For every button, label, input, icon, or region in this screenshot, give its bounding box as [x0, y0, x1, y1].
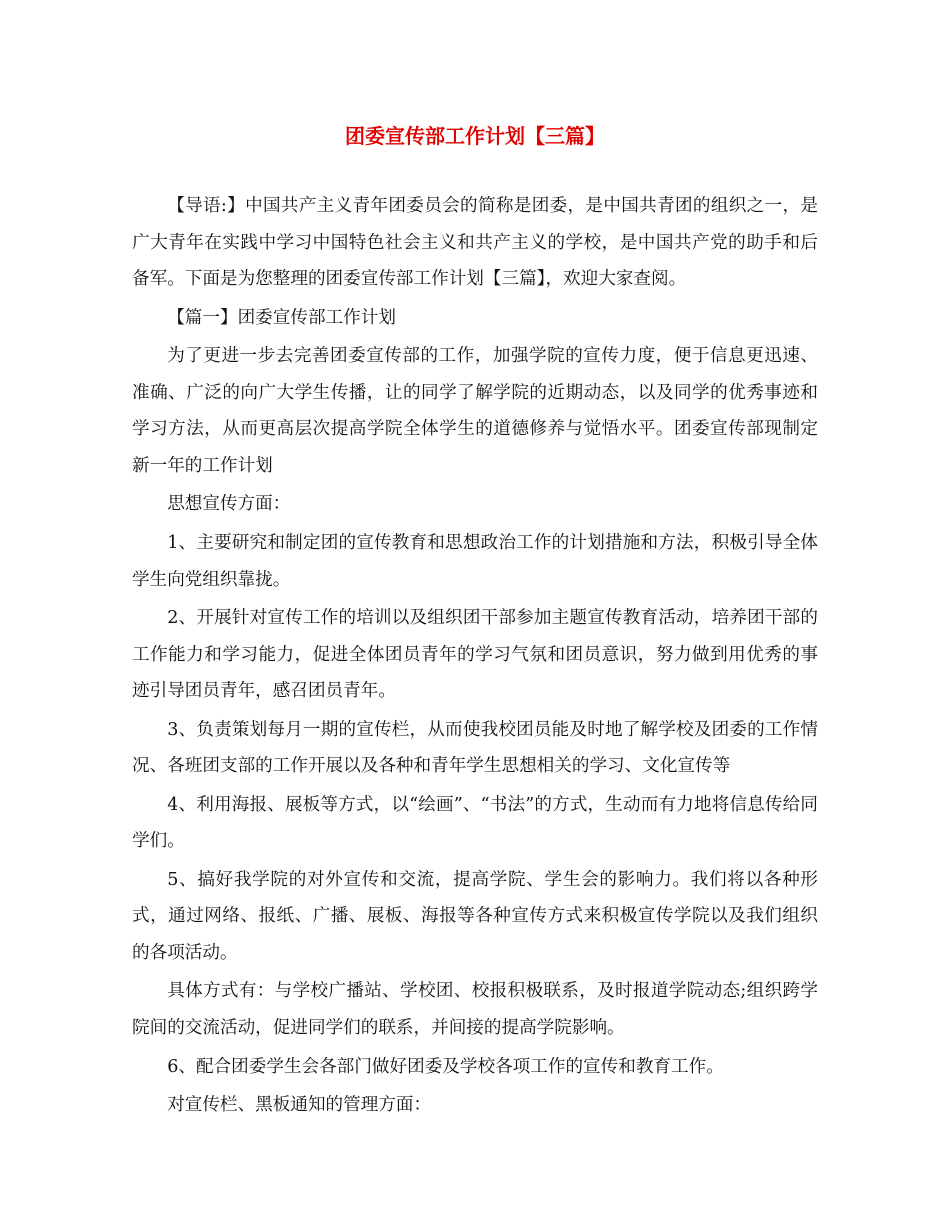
list-item-6: 6、配合团委学生会各部门做好团委及学校各项工作的宣传和教育工作。 — [167, 1056, 724, 1077]
paragraph-intro: 【导语:】中国共产主义青年团委员会的简称是团委，是中国共青团的组织之一，是广大青年在实践中学习中国特色社会主义和共产主义的学校，是中国共产党的助手和后备军。下面是为您整理的团委宣传部工作计划【三篇】，欢迎大家查阅。 — [132, 196, 818, 290]
paragraph-methods: 具体方式有：与学校广播站、学校团、校报积极联系，及时报道学院动态;组织跨学院间的交流活动，促进同学们的联系，并间接的提高学院影响。 — [132, 981, 818, 1039]
paragraph-purpose: 为了更进一步去完善团委宣传部的工作，加强学院的宣传力度，便于信息更迅速、准确、广泛的向广大学生传播，让的同学了解学院的近期动态，以及同学的优秀事迹和学习方法，从而更高层次提高学院全体学生的道德修养与觉悟水平。团委宣传部现制定新一年的工作计划 — [132, 346, 818, 476]
subheading-ideology: 思想宣传方面： — [167, 494, 291, 515]
section-heading-part-one: 【篇一】团委宣传部工作计划 — [167, 307, 396, 328]
list-item-1: 1、主要研究和制定团的宣传教育和思想政治工作的计划措施和方法，积极引导全体学生向党组织靠拢。 — [132, 532, 818, 590]
list-item-5: 5、搞好我学院的对外宣传和交流，提高学院、学生会的影响力。我们将以各种形式，通过网络、报纸、广播、展板、海报等各种宣传方式来积极宣传学院以及我们组织的各项活动。 — [132, 869, 818, 963]
list-item-2: 2、开展针对宣传工作的培训以及组织团干部参加主题宣传教育活动，培养团干部的工作能力和学习能力，促进全体团员青年的学习气氛和团员意识，努力做到用优秀的事迹引导团员青年，感召团员青年。 — [132, 607, 818, 702]
document-body — [132, 188, 818, 1126]
list-item-3: 3、负责策划每月一期的宣传栏，从而使我校团员能及时地了解学校及团委的工作情况、各班团支部的工作开展以及各种和青年学生思想相关的学习、文化宣传等 — [132, 719, 818, 777]
document-title: 团委宣传部工作计划【三篇】 — [345, 124, 605, 148]
subheading-bulletin-management: 对宣传栏、黑板通知的管理方面： — [167, 1095, 432, 1116]
list-item-4: 4、利用海报、展板等方式，以“绘画”、“书法”的方式，生动而有力地将信息传给同学们。 — [132, 794, 818, 852]
